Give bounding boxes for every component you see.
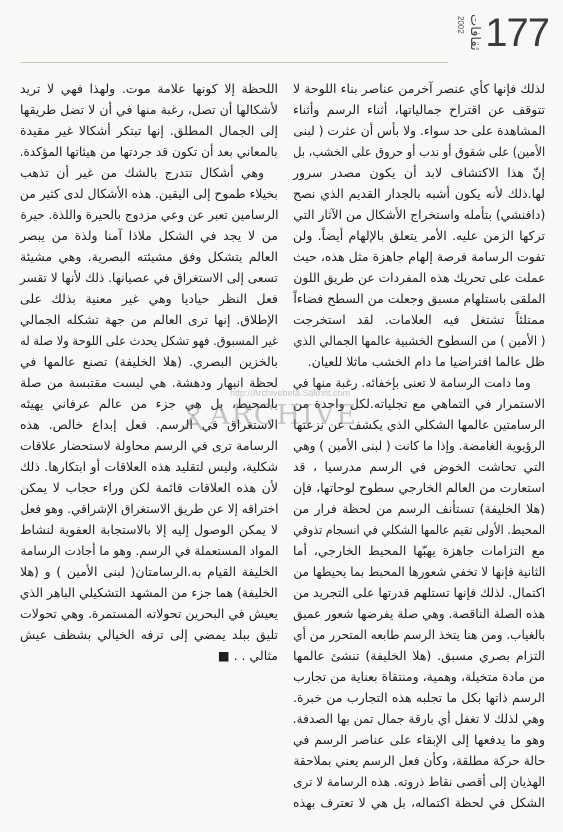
text-line <box>293 246 545 267</box>
text-line <box>293 372 545 393</box>
text-line-content: لا يمكن الوصول إليه إلا بالاستجابة العفوية لنشاط <box>20 522 278 537</box>
text-line-content: بالمعاني بعد أن تكون قد جردتها من هيئاتها المؤكدة. <box>20 144 278 159</box>
text-line <box>293 204 545 225</box>
text-line-content: ( الأمين ) من السطوح الخشبية عالمها الجمالي الذي <box>293 333 545 348</box>
text-line-content: اللحظة إلا كونها علامة موت. ولهذا فهي لا تريد <box>20 81 278 96</box>
text-line-content: الشكل في لحظة اكتماله، بل هي لا تعترف بهذه <box>293 795 545 810</box>
text-line <box>293 750 545 771</box>
text-line-content: الرؤيوية الغامضة. وإذا ما كانت ( لبنى الأمين ) وهي <box>293 438 545 453</box>
text-line-content: فعل النظر حياديا وهي غير معنية بذلك على <box>20 291 278 306</box>
text-line-content: المحيط. الأولى تقيم عالمها الشكلي في انسجام تذوقي <box>293 522 545 537</box>
text-line-content: اكتمال. لذلك فإنها تستلهم قدرتها على التجريد من <box>293 585 545 600</box>
text-line <box>293 330 545 351</box>
text-line <box>293 687 545 708</box>
issue-label: 2002 <box>456 16 465 34</box>
text-line <box>293 162 545 183</box>
text-line-content: لأن هذه العلاقات قائمة لكن وراء حجاب لا يمكن <box>20 480 278 495</box>
text-line <box>20 540 278 561</box>
text-line-content: المشاهدة على حد سواء. ولا بأس أن عثرت ( لبنى <box>293 123 545 138</box>
text-line <box>293 435 545 456</box>
text-line-content: تسعى إلى الاستغراق في عصيانها. ذلك لأنها لا تقسر <box>20 270 278 285</box>
column-right <box>293 78 545 813</box>
text-line <box>20 435 278 456</box>
text-line-content: التي تحاشت الخوض في الرسم مدرسيا ، قد <box>293 459 545 474</box>
text-line <box>293 645 545 666</box>
text-line <box>20 330 278 351</box>
text-line <box>293 498 545 519</box>
text-line <box>293 540 545 561</box>
text-line <box>20 456 278 477</box>
text-line <box>293 456 545 477</box>
text-line-content: بخيلاء طموح إلى اليقين. هذه الأشكال لدى كثير من <box>20 186 278 201</box>
text-line <box>293 708 545 729</box>
text-line <box>293 78 545 99</box>
text-line <box>20 645 278 666</box>
text-line-content: غير المسبوق. فهو تشكل يحدث على اللوحة ولا صلة له <box>20 333 278 348</box>
text-line-content: تليق ببلد يمضي إلى ترفه الخيالي بشظف عيش <box>20 627 278 642</box>
text-line <box>20 624 278 645</box>
text-line-content: يعيش في البحرين تحولاته المستمرة. وهي تحولات <box>20 606 278 621</box>
text-line-content: الرسامتين عالمها الشكلي الذي يكشف عن نزعتها <box>293 417 545 432</box>
text-line <box>20 351 278 372</box>
watermark-text: ARCHIVE <box>210 400 358 431</box>
text-line <box>293 351 545 372</box>
text-line <box>293 99 545 120</box>
text-line <box>293 393 545 414</box>
text-line-content: الملقى باستلهام مسبق وجعلت من السطح فضاءاً <box>293 291 545 306</box>
watermark-url: http://Archivebeta.Sakhrit.com <box>230 388 351 398</box>
text-line <box>20 162 278 183</box>
text-line-content: الرسم ذاتها بكل ما تجلبه هذه التجارب من خبرة. <box>293 690 545 705</box>
text-line <box>20 225 278 246</box>
text-line-content: شكلية، وليس لتقليد هذه العلاقات أو ابتكارها. ذلك <box>20 459 278 474</box>
text-line-content: هذه الصلة الناقصة. وهي صلة يفرضها شعور عميق <box>293 606 545 621</box>
text-line-content: الهذيان إلى أقصى نقاط ذروته. هذه الرسامة لا ترى <box>293 774 545 789</box>
text-line-content: المواد المستعملة في الرسم. وهو ما أجادت الرسامة <box>20 543 278 558</box>
text-line <box>293 414 545 435</box>
text-line <box>20 78 278 99</box>
text-line-content: العالم يتشكل وفق مشيئته البصرية. وهي مشيئة <box>20 249 278 264</box>
text-line <box>293 288 545 309</box>
text-line-content: التزام بصري مسبق. (هلا الخليفة) تنشئ عالمها <box>293 648 545 663</box>
text-line-content: عملت على تحريك هذه المفردات عن طريق اللون <box>293 270 545 285</box>
text-line <box>20 477 278 498</box>
text-line <box>20 246 278 267</box>
text-line-content: الإطلاق. إنها ترى العالم من جهة تشكله الجمالي <box>20 312 278 327</box>
text-line <box>20 582 278 603</box>
text-line <box>20 309 278 330</box>
text-line <box>293 624 545 645</box>
text-line <box>293 477 545 498</box>
text-line <box>293 309 545 330</box>
text-line-content: مع التزامات جاهزة يهبّها المحيط الخارجي، أما <box>293 543 545 558</box>
text-line <box>20 519 278 540</box>
text-line-content: لذلك فإنها كأي عنصر آخرمن عناصر بناء اللوحة لا <box>293 81 545 96</box>
text-line <box>20 288 278 309</box>
text-line-content: الاستغراق في الرسم. فعل إبداع خالص. هذه <box>20 417 278 432</box>
text-line <box>293 603 545 624</box>
text-line <box>20 183 278 204</box>
text-line <box>20 99 278 120</box>
header-rule <box>20 62 448 63</box>
text-line <box>293 771 545 792</box>
text-line-content: الرسامين تعبر عن وعي مزدوج بالحيرة واللذة. حيرة <box>20 207 278 222</box>
text-line-content: الأمين) على شقوق أو ندب أو حروق على الخشب، بل <box>293 144 545 159</box>
text-line-content: استعارت من العالم الخارجي سطوح لوحاتها، فإن <box>293 480 545 495</box>
text-line-content: وما دامت الرسامة لا تعنى بإخفائه. رغبة منها في <box>293 375 531 390</box>
text-line-content: (هلا الخليفة) تستأنف الرسم من لحظة فرار من <box>293 501 545 516</box>
text-line <box>20 603 278 624</box>
text-line <box>20 141 278 162</box>
text-line <box>293 729 545 750</box>
text-line-content: إنّ هذا الاكتشاف لابد أن يكون مصدر سرور <box>293 165 545 180</box>
text-line <box>293 582 545 603</box>
text-line <box>20 414 278 435</box>
text-line-content: لحظة انبهار ودهشة. هي ليست مقتبسة من صلة <box>20 375 278 390</box>
text-line-content: تركها الزمن عليه. الأمر يتعلق بالإلهام أيضاً. ولن <box>293 228 545 243</box>
text-line <box>293 120 545 141</box>
text-line-content: الثانية فإنها لا تخفي شعورها المحبط بما يحيطها من <box>293 564 545 579</box>
text-line <box>20 372 278 393</box>
text-line-content: ممتلئاً تشتغل فيه العلامات. لقد استخرجت <box>293 312 545 327</box>
section-label: ثقافات <box>467 14 482 51</box>
text-line-content: بالخزين البصري. (هلا الخليفة) تصنع عالمها في <box>20 354 278 369</box>
text-line-content: لأشكالها أن تصل، رغبة منها في أن لا تضل طريقها <box>20 102 278 117</box>
text-line-content: الاستمرار في التماهي مع تجلياته.لكل واحدة من <box>293 396 545 411</box>
text-line-content: مثالي . . ■ <box>217 648 278 663</box>
text-line-content: الخليفة القيام به.الرسامتان( لبنى الأمين ) و (هلا <box>20 564 278 579</box>
text-line <box>293 666 545 687</box>
text-line <box>20 498 278 519</box>
text-line-content: تتوقف عن اقتراح جمالياتها، أثناء الرسم وأثناء <box>293 102 545 117</box>
text-line <box>293 141 545 162</box>
text-line-content: بالغياب. ومن هنا يتخذ الرسم طابعه المتحرر من أي <box>293 627 545 642</box>
text-line-content: وهي لذلك لا تغفل أي بارقة جمال تمن بها الصدفة. <box>293 711 545 726</box>
text-line <box>20 120 278 141</box>
text-line <box>293 561 545 582</box>
text-line-content: (دافنشي) بتأمله واستخراج الأشكال من الآثار التي <box>293 207 545 222</box>
text-line <box>293 519 545 540</box>
text-line <box>293 267 545 288</box>
text-line-content: إلى الجمال المطلق. إنها تبتكر أشكالا غير مقيدة <box>20 123 278 138</box>
text-line-content: الرسامة ترى في الرسم محاولة لاستحضار علاقات <box>20 438 278 453</box>
text-line-content: لها.ذلك لأنه يكون أشبه بالجدار القديم الذي نصح <box>293 186 545 201</box>
column-left <box>20 78 278 666</box>
text-line <box>293 183 545 204</box>
text-line <box>20 393 278 414</box>
text-line-content: ظل عالما افتراضيا ما دام الخشب ماثلا للعيان. <box>307 354 545 369</box>
text-line-content: من لا يجد في الشكل ملاذا آمنا ولذة من يبصر <box>20 228 278 243</box>
text-line-content: بالمحيط، بل هي جزء من عالم عرفاني يهيئه <box>20 396 278 411</box>
text-line-content: حالة حركة مطلقة، وكأن فعل الرسم يعني بملاحقة <box>293 753 545 768</box>
text-line-content: وهو ما يدفعها إلى الإبقاء على عناصر الرسم في <box>293 732 545 747</box>
text-line <box>293 225 545 246</box>
page-number: 177 <box>485 11 549 55</box>
text-line <box>293 792 545 813</box>
text-line-content: من مادة متخيلة، وهمية، ومنتقاة بعناية من تجارب <box>293 669 545 684</box>
text-line <box>20 204 278 225</box>
text-line-content: الخليفة) هما جزء من المشهد التشكيلي الباهر الذي <box>20 585 278 600</box>
text-line-content: وهي أشكال تتدرج بالشك من غير أن تذهب <box>20 165 264 180</box>
text-line <box>20 561 278 582</box>
text-line-content: تفوت الرسامة فرصة إلهام جاهزة مثل هذه، حيث <box>293 249 545 264</box>
text-line <box>20 267 278 288</box>
text-line-content: اختراقه إلا عن طريق الاستغراق الإشراقي. وهو فعل <box>20 501 278 516</box>
